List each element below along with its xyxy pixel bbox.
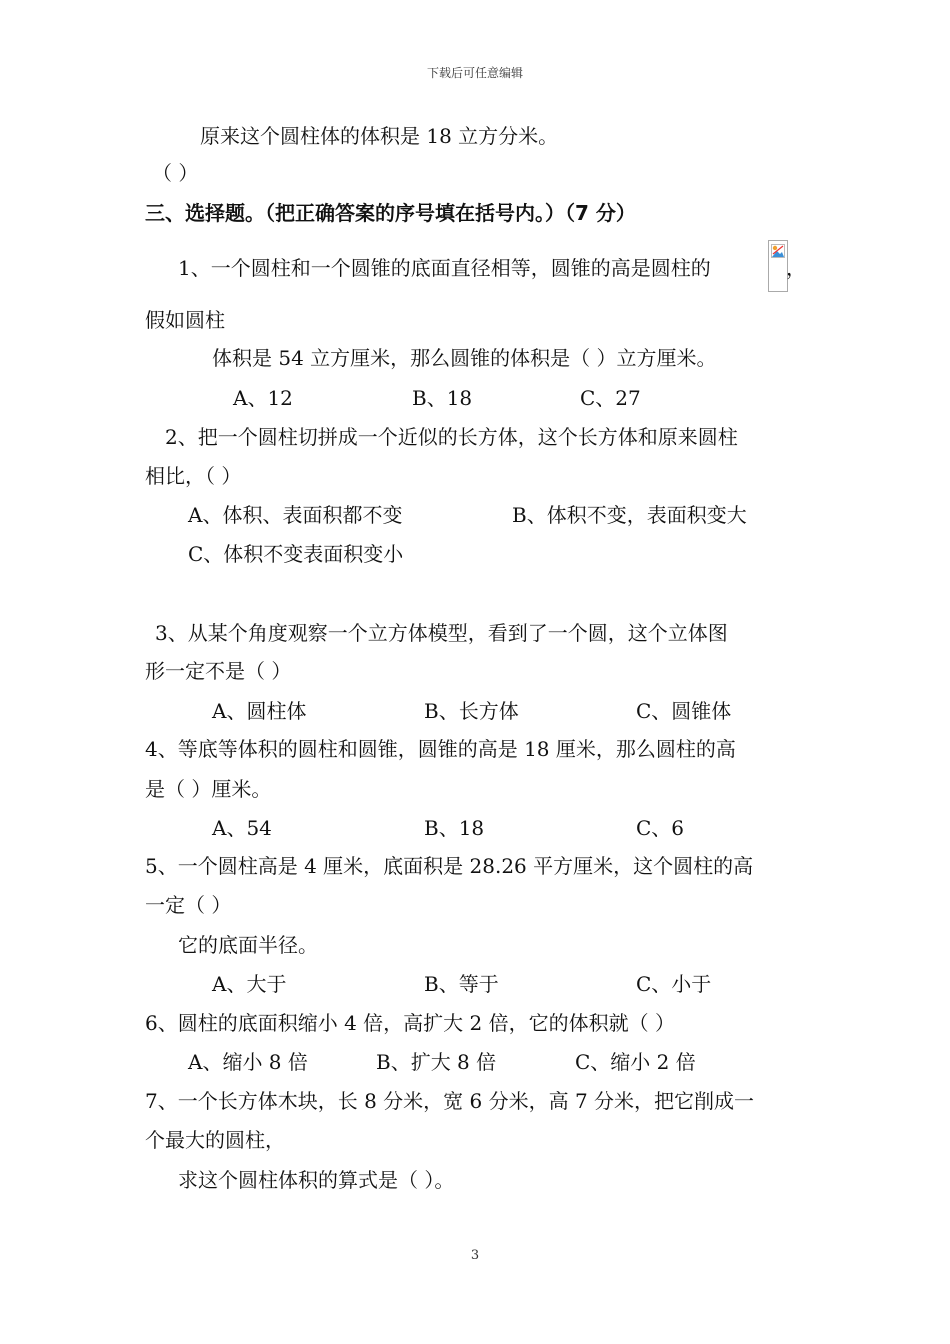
question-7-line-1: 7、一个长方体木块，长 8 分米，宽 6 分米，高 7 分米，把它削成一	[145, 1089, 755, 1113]
option-a: A、圆柱体	[212, 699, 307, 723]
option-a: A、12	[233, 386, 293, 410]
question-4-line-1: 4、等底等体积的圆柱和圆锥，圆锥的高是 18 厘米，那么圆柱的高	[145, 737, 736, 761]
question-7-line-2: 个最大的圆柱，	[145, 1128, 285, 1152]
question-2-line-1: 2、把一个圆柱切拼成一个近似的长方体，这个长方体和原来圆柱	[165, 425, 738, 449]
question-7-line-3: 求这个圆柱体积的算式是（ ）。	[178, 1168, 455, 1192]
question-5-line-1: 5、一个圆柱高是 4 厘米，底面积是 28.26 平方厘米，这个圆柱的高	[145, 854, 754, 878]
option-c: C、27	[580, 386, 641, 410]
question-5-line-2: 一定（ ）	[145, 893, 232, 917]
option-b: B、18	[412, 386, 473, 410]
option-c: C、圆锥体	[636, 699, 732, 723]
question-1-line-3: 体积是 54 立方厘米，那么圆锥的体积是（ ）立方厘米。	[212, 346, 717, 370]
answer-blank: （ ）	[152, 161, 199, 185]
question-4-line-2: 是（ ）厘米。	[145, 777, 272, 801]
question-6-line-1: 6、圆柱的底面积缩小 4 倍，高扩大 2 倍，它的体积就（ ）	[145, 1011, 675, 1035]
statement-line: 原来这个圆柱体的体积是 18 立方分米。	[200, 124, 559, 148]
question-5-line-3: 它的底面半径。	[178, 933, 318, 957]
option-c: C、6	[636, 816, 685, 840]
question-2-line-2: 相比，（ ）	[145, 464, 242, 488]
option-b: B、18	[424, 816, 485, 840]
broken-image-icon	[768, 240, 788, 292]
option-c: C、小于	[636, 972, 712, 996]
question-1-line-1: 1、一个圆柱和一个圆锥的底面直径相等，圆锥的高是圆柱的	[178, 256, 711, 280]
question-1-line-2: 假如圆柱	[145, 308, 225, 332]
page-number: 3	[470, 1248, 480, 1263]
option-a: A、54	[212, 816, 272, 840]
option-b: B、体积不变，表面积变大	[512, 503, 747, 527]
option-a: A、体积、表面积都不变	[188, 503, 403, 527]
option-c: C、缩小 2 倍	[575, 1050, 696, 1074]
section-title: 三、选择题。（把正确答案的序号填在括号内。）（7 分）	[145, 201, 636, 225]
option-b: B、长方体	[424, 699, 519, 723]
option-b: B、等于	[424, 972, 499, 996]
option-c: C、体积不变表面积变小	[188, 542, 404, 566]
question-3-line-1: 3、从某个角度观察一个立方体模型，看到了一个圆，这个立体图	[155, 621, 728, 645]
page-header: 下载后可任意编辑	[426, 66, 523, 80]
option-b: B、扩大 8 倍	[376, 1050, 497, 1074]
question-1-comma: ，	[786, 256, 806, 280]
option-a: A、缩小 8 倍	[188, 1050, 308, 1074]
question-3-line-2: 形一定不是（ ）	[145, 659, 292, 683]
option-a: A、大于	[212, 972, 287, 996]
